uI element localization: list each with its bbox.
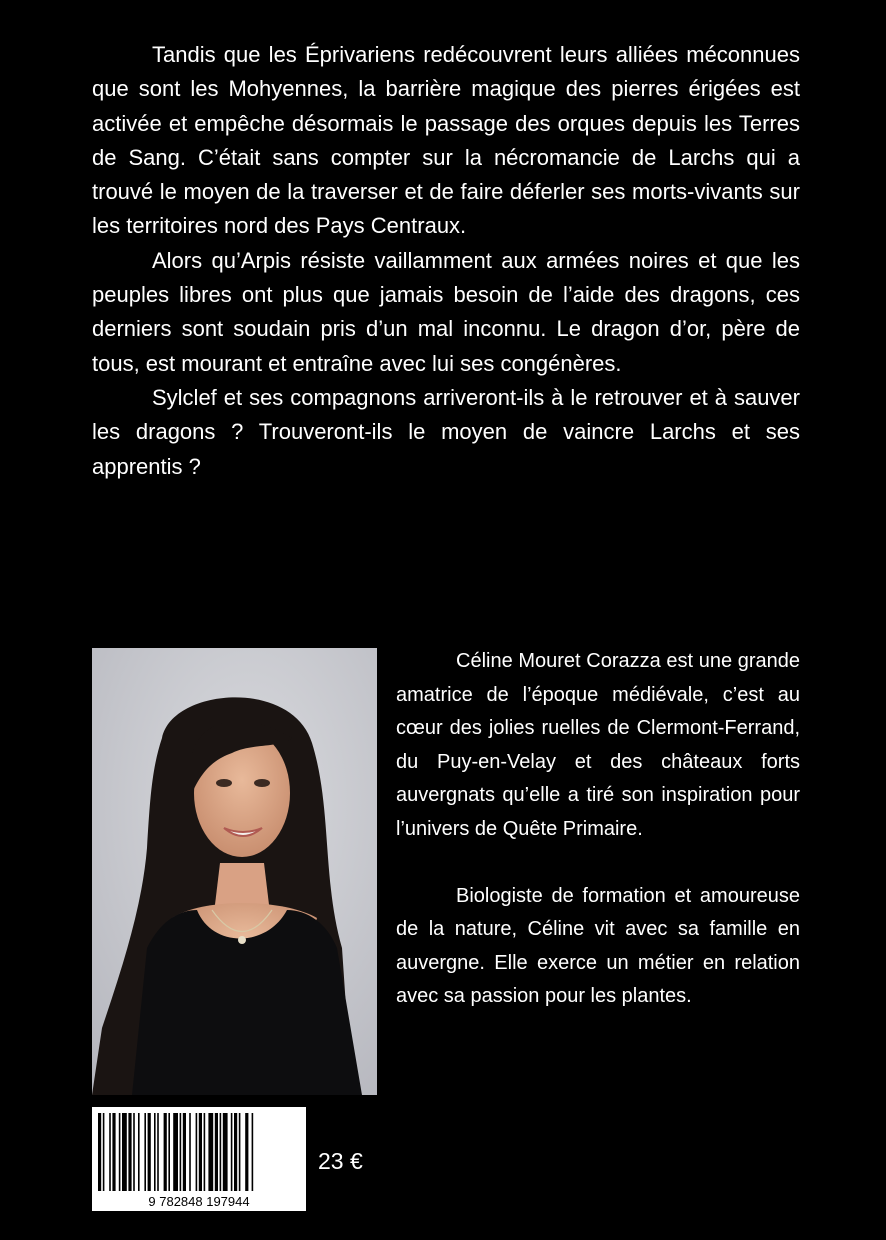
bio-paragraph-2: Biologiste de formation et amoureuse de la nature, Céline vit avec sa famille en auvergne. Elle exerce un métier en relation avec sa passion pour les plantes. [396, 884, 800, 1007]
author-bio [396, 645, 800, 1014]
barcode-bar [112, 1113, 115, 1191]
barcode-bar [199, 1113, 202, 1191]
barcode-bar [109, 1113, 111, 1191]
barcode-bar [245, 1113, 248, 1191]
barcode-bar [252, 1113, 254, 1191]
synopsis-paragraph-1: Tandis que les Éprivariens redécouvrent leurs alliées méconnues que sont les Mohyennes, la barrière magique des pierres érigées est activée et empêche désormais le passage des orques depuis les Terres de Sang. C’était sans compter sur la nécromancie de Larchs qui a trouvé le moyen de la traverser et de faire déferler ses morts-vivants sur les territoires nord des Pays Centraux. [92, 42, 800, 239]
barcode-bar [180, 1113, 182, 1191]
barcode-bar [103, 1113, 105, 1191]
barcode-bar [164, 1113, 167, 1191]
barcode-bars [92, 1107, 306, 1211]
synopsis-text [92, 38, 800, 484]
barcode-bar [122, 1113, 127, 1191]
barcode-bar [223, 1113, 228, 1191]
barcode-bar [168, 1113, 170, 1191]
author-photo [92, 648, 377, 1095]
barcode-bar [234, 1113, 237, 1191]
barcode-bar [148, 1113, 151, 1191]
barcode-digits: 9 782848 197944 [148, 1194, 250, 1209]
barcode-bar [144, 1113, 146, 1191]
bio-paragraph-1: Céline Mouret Corazza est une grande amatrice de l’époque médiévale, c’est au cœur des jolies ruelles de Clermont-Ferrand, du Puy-en-Velay et des châteaux forts auvergnats qu’elle a tiré son inspiration pour l’univers de Quête Primaire. [396, 650, 800, 840]
price-label: 23 € [318, 1148, 363, 1174]
barcode-bar [231, 1113, 233, 1191]
barcode-bar [196, 1113, 198, 1191]
barcode-bar [183, 1113, 186, 1191]
barcode-bar [204, 1113, 206, 1191]
barcode-bar [98, 1113, 101, 1191]
barcode-bar [220, 1113, 222, 1191]
barcode-bar [128, 1113, 131, 1191]
barcode-bar [239, 1113, 241, 1191]
isbn-barcode [92, 1107, 306, 1211]
barcode-bar [157, 1113, 159, 1191]
barcode-bar [173, 1113, 178, 1191]
barcode-bar [133, 1113, 135, 1191]
barcode-bar [215, 1113, 218, 1191]
barcode-bar [208, 1113, 213, 1191]
barcode-bar [138, 1113, 140, 1191]
barcode-bar [119, 1113, 121, 1191]
barcode-bar [154, 1113, 156, 1191]
synopsis-paragraph-3: Sylclef et ses compagnons arriveront-ils à le retrouver et à sauver les dragons ? Trouveront-ils le moyen de vaincre Larchs et ses apprentis ? [92, 384, 800, 479]
synopsis-paragraph-2: Alors qu’Arpis résiste vaillamment aux armées noires et que les peuples libres ont plus que jamais besoin de l’aide des dragons, ces derniers sont soudain pris d’un mal inconnu. Le dragon d’or, père de tous, est mourant et entraîne avec lui ses congénères. [92, 247, 800, 376]
barcode-bar [189, 1113, 191, 1191]
